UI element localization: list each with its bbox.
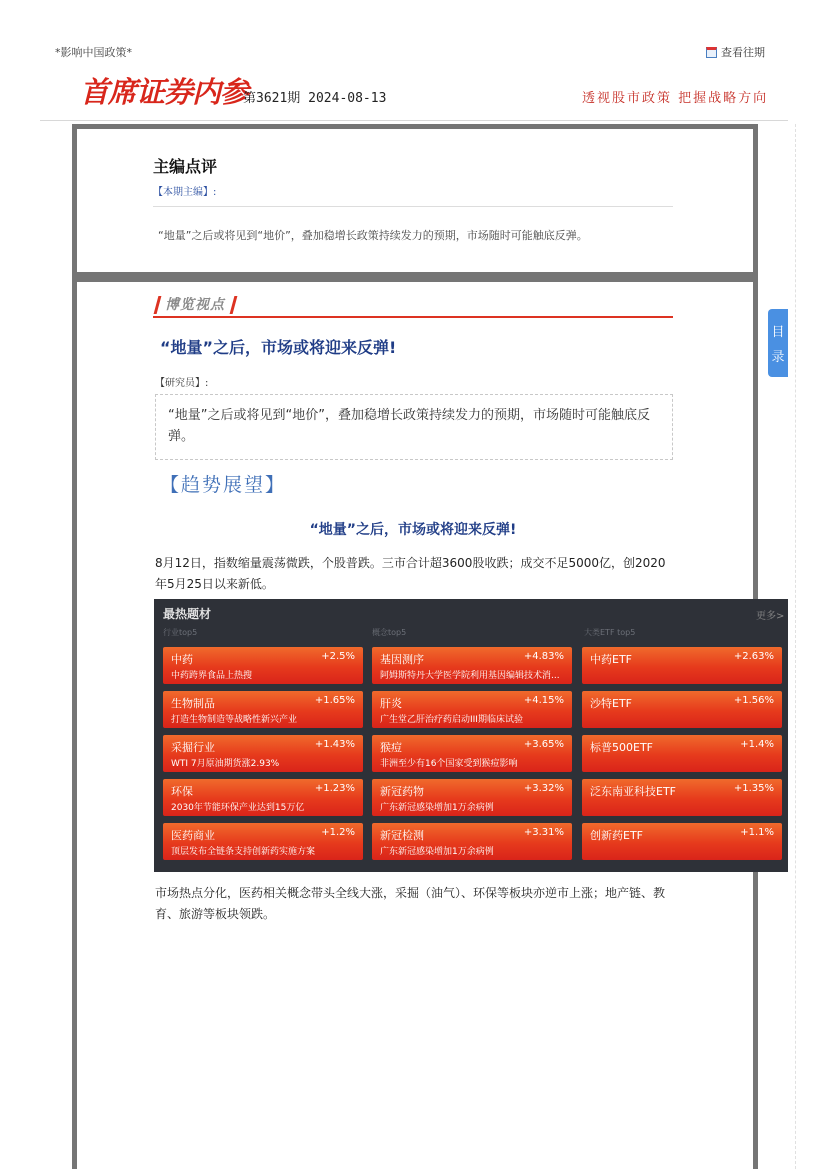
quote-text: “地量”之后或将见到“地价”，叠加稳增长政策持续发力的预期，市场随时可能触底反弹。 <box>168 408 650 444</box>
etf-tile[interactable] <box>582 779 782 816</box>
topic-tile[interactable] <box>163 647 363 684</box>
section-heading: 博览视点 <box>165 297 225 313</box>
etf-name: 创新药ETF <box>590 829 643 842</box>
topic-desc: 非洲至少有16个国家受到猴痘影响 <box>380 759 518 769</box>
topic-change: +3.65% <box>523 739 564 750</box>
editor-label: 【本期主编】: <box>153 187 217 198</box>
article-subtitle: “地量”之后，市场或将迎来反弹! <box>309 522 517 538</box>
paragraph: 8月12日，指数缩量震荡微跌，个股普跌。三市合计超3600股收跌；成交不足5000亿，创2020年5月25日以来新低。 <box>155 556 666 591</box>
more-link[interactable]: 更多> <box>756 611 785 622</box>
topic-change: +1.2% <box>321 827 355 838</box>
topic-name: 采掘行业 <box>171 741 215 754</box>
topic-tile[interactable] <box>163 779 363 816</box>
etf-tile[interactable] <box>582 735 782 772</box>
section-underline <box>153 316 673 318</box>
topic-change: +2.5% <box>321 651 355 662</box>
etf-tile[interactable] <box>582 691 782 728</box>
topic-tile[interactable] <box>163 823 363 860</box>
topic-name: 生物制品 <box>171 697 215 710</box>
logo: 首席证券内参 <box>80 75 249 109</box>
topic-tile[interactable] <box>163 735 363 772</box>
topic-name: 新冠检测 <box>380 829 424 842</box>
column-label: 行业top5 <box>163 628 198 637</box>
topic-name: 猴痘 <box>380 741 402 754</box>
etf-change: +1.1% <box>740 827 774 838</box>
topic-desc: 广东新冠感染增加1万余病例 <box>380 803 494 813</box>
section-separator <box>72 272 758 282</box>
topic-desc: 中药跨界食品上热搜 <box>171 671 253 681</box>
etf-change: +1.35% <box>733 783 774 794</box>
toc-char: 录 <box>771 350 785 365</box>
etf-name: 沙特ETF <box>590 697 632 710</box>
topic-name: 新冠药物 <box>380 785 424 798</box>
paragraph: 市场热点分化，医药相关概念带头全线大涨，采掘（油气）、环保等板块亦逆市上涨；地产链、教育、旅游等板块领跌。 <box>155 886 666 921</box>
topic-tile[interactable] <box>372 779 572 816</box>
trend-heading: 【趋势展望】 <box>160 474 287 496</box>
editor-title: 主编点评 <box>153 157 218 176</box>
topic-tile[interactable] <box>163 691 363 728</box>
topic-change: +4.83% <box>523 651 564 662</box>
column-label: 概念top5 <box>372 628 407 637</box>
topic-change: +4.15% <box>523 695 564 706</box>
toc-tab[interactable] <box>768 309 788 377</box>
page-edge-dash <box>795 124 797 1169</box>
topic-name: 中药 <box>171 653 193 666</box>
header-divider <box>40 120 788 121</box>
calendar-icon <box>706 47 717 58</box>
topic-name: 医药商业 <box>171 829 215 842</box>
archive-link[interactable] <box>706 44 765 60</box>
motto: 透视股市政策 把握战略方向 <box>582 91 769 106</box>
article-title: “地量”之后，市场或将迎来反弹! <box>160 338 397 357</box>
topic-desc: 2030年节能环保产业达到15万亿 <box>171 803 305 813</box>
etf-change: +2.63% <box>733 651 774 662</box>
topic-desc: 广生堂乙肝治疗药启动III期临床试验 <box>380 715 523 725</box>
hot-topics-board <box>154 599 788 872</box>
topic-tile[interactable] <box>372 735 572 772</box>
tagline: *影响中国政策* <box>55 46 132 59</box>
etf-name: 中药ETF <box>590 653 632 666</box>
etf-name: 标普500ETF <box>590 741 653 754</box>
topic-name: 环保 <box>171 785 193 798</box>
column-label: 大类ETF top5 <box>584 628 636 637</box>
topic-desc: WTI 7月原油期货涨2.93% <box>171 759 280 769</box>
hot-topics-title: 最热题材 <box>163 607 212 621</box>
editor-comment: “地量”之后或将见到“地价”，叠加稳增长政策持续发力的预期，市场随时可能触底反弹。 <box>158 229 588 242</box>
etf-name: 泛东南亚科技ETF <box>590 785 676 798</box>
archive-label: 查看往期 <box>721 46 765 59</box>
topic-change: +3.32% <box>523 783 564 794</box>
topic-tile[interactable] <box>372 823 572 860</box>
topic-name: 基因测序 <box>380 653 424 666</box>
topic-change: +1.23% <box>314 783 355 794</box>
issue-info: 第3621期 2024-08-13 <box>243 91 387 106</box>
topic-tile[interactable] <box>372 647 572 684</box>
editor-divider <box>153 206 673 207</box>
toc-char: 目 <box>771 325 785 340</box>
topic-change: +3.31% <box>523 827 564 838</box>
topic-change: +1.43% <box>314 739 355 750</box>
topic-name: 肝炎 <box>380 697 402 710</box>
etf-tile[interactable] <box>582 647 782 684</box>
researcher-label: 【研究员】: <box>155 378 209 389</box>
topic-tile[interactable] <box>372 691 572 728</box>
topic-desc: 打造生物制造等战略性新兴产业 <box>171 715 298 725</box>
topic-change: +1.65% <box>314 695 355 706</box>
topic-desc: 顶层发布全链条支持创新药实施方案 <box>171 847 316 857</box>
topic-desc: 广东新冠感染增加1万余病例 <box>380 847 494 857</box>
topic-desc: 阿姆斯特丹大学医学院利用基因编辑技术消... <box>380 671 560 681</box>
etf-change: +1.4% <box>740 739 774 750</box>
etf-change: +1.56% <box>733 695 774 706</box>
etf-tile[interactable] <box>582 823 782 860</box>
